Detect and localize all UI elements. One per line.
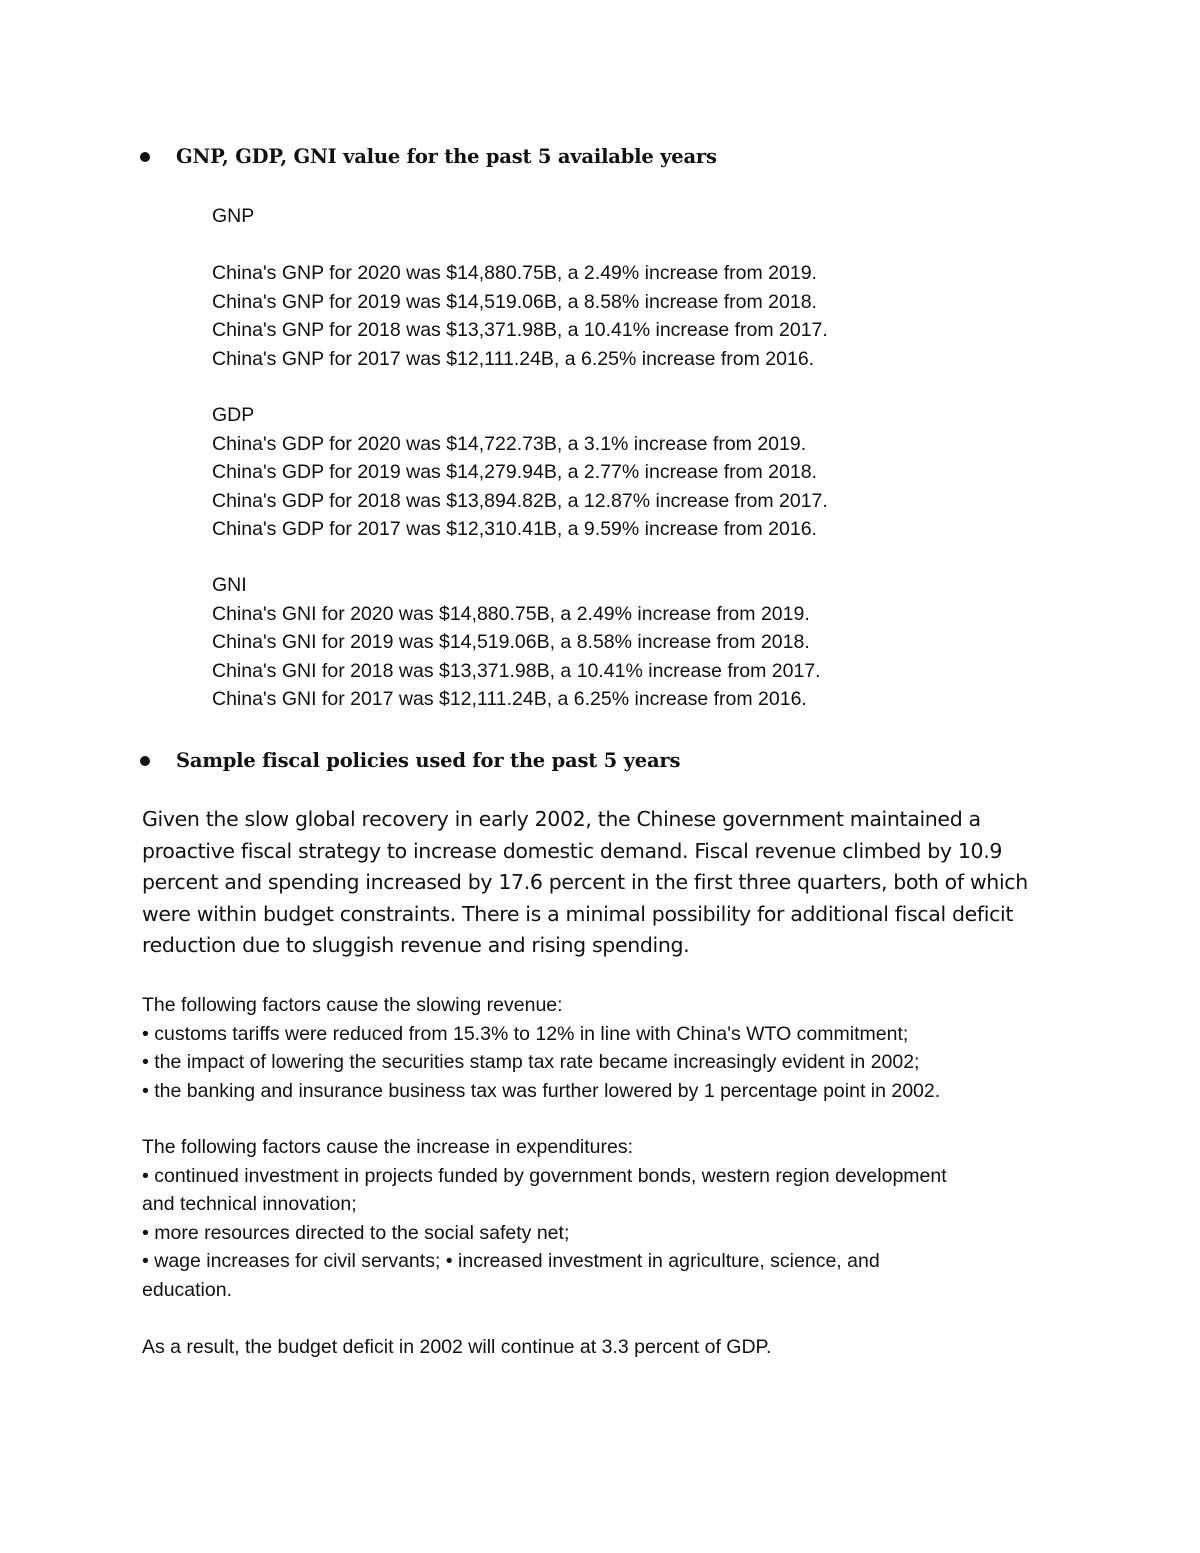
gni-label: GNI: [212, 574, 247, 596]
conclusion: [142, 1333, 1062, 1362]
gnp-line: China's GNP for 2019 was $14,519.06B, a 8.58% increase from 2018.: [212, 290, 817, 313]
gni-line: China's GNI for 2017 was $12,111.24B, a 6.25% increase from 2016.: [212, 688, 807, 710]
revenue-line: The following factors cause the slowing revenue:: [142, 994, 563, 1016]
gnp-line: China's GNP for 2017 was $12,111.24B, a 6.25% increase from 2016.: [212, 347, 815, 370]
revenue-factors: [142, 991, 1062, 1105]
revenue-line: • the banking and insurance business tax was further lowered by 1 percentage point in 2002.: [142, 1079, 941, 1102]
heading-text: Sample fiscal policies used for the past 5 years: [176, 749, 681, 772]
gnp-line: China's GNP for 2018 was $13,371.98B, a 10.41% increase from 2017.: [212, 319, 828, 341]
section-heading-indicators: [140, 145, 717, 168]
expenditure-line: • more resources directed to the social safety net;: [142, 1221, 570, 1244]
section-heading-fiscal: [140, 749, 680, 772]
gdp-line: China's GDP for 2020 was $14,722.73B, a 3.1% increase from 2019.: [212, 432, 807, 455]
lead-line: were within budget constraints. There is a minimal possibility for additional fiscal deficit: [142, 901, 1014, 926]
gnp-block: [212, 202, 828, 373]
expenditure-line: and technical innovation;: [142, 1193, 357, 1215]
bullet-icon: [140, 756, 150, 766]
gdp-line: China's GDP for 2018 was $13,894.82B, a 12.87% increase from 2017.: [212, 489, 828, 512]
revenue-line: • the impact of lowering the securities stamp tax rate became increasingly evident in 2002;: [142, 1051, 920, 1073]
lead-line: Given the slow global recovery in early 2002, the Chinese government maintained a: [142, 807, 981, 831]
expenditure-factors: [142, 1133, 1062, 1304]
gni-block: [212, 571, 821, 714]
lead-line: proactive fiscal strategy to increase domestic demand. Fiscal revenue climbed by 10.9: [142, 838, 1003, 863]
gdp-line: China's GDP for 2017 was $12,310.41B, a 9.59% increase from 2016.: [212, 518, 817, 540]
gdp-block: [212, 401, 828, 544]
expenditure-line: The following factors cause the increase in expenditures:: [142, 1136, 634, 1158]
gdp-label: GDP: [212, 404, 255, 426]
expenditure-line: • continued investment in projects funded by government bonds, western region development: [142, 1164, 947, 1187]
expenditure-line: • wage increases for civil servants; • increased investment in agriculture, science, and: [142, 1250, 880, 1272]
conclusion-line: As a result, the budget deficit in 2002 will continue at 3.3 percent of GDP.: [142, 1336, 772, 1358]
revenue-line: • customs tariffs were reduced from 15.3% to 12% in line with China's WTO commitment;: [142, 1022, 909, 1045]
spacer-line: [212, 231, 828, 260]
lead-paragraph: [142, 804, 1082, 962]
expenditure-line: education.: [142, 1278, 232, 1301]
lead-line: reduction due to sluggish revenue and rising spending.: [142, 933, 690, 958]
gni-line: China's GNI for 2020 was $14,880.75B, a 2.49% increase from 2019.: [212, 602, 810, 625]
gnp-label: GNP: [212, 205, 255, 227]
gni-line: China's GNI for 2018 was $13,371.98B, a 10.41% increase from 2017.: [212, 659, 821, 682]
lead-line: percent and spending increased by 17.6 percent in the first three quarters, both of which: [142, 870, 1028, 895]
gdp-line: China's GDP for 2019 was $14,279.94B, a 2.77% increase from 2018.: [212, 461, 817, 483]
bullet-icon: [140, 152, 150, 162]
gni-line: China's GNI for 2019 was $14,519.06B, a 8.58% increase from 2018.: [212, 631, 810, 653]
gnp-line: China's GNP for 2020 was $14,880.75B, a 2.49% increase from 2019.: [212, 262, 817, 284]
heading-text: GNP, GDP, GNI value for the past 5 available years: [176, 145, 717, 168]
